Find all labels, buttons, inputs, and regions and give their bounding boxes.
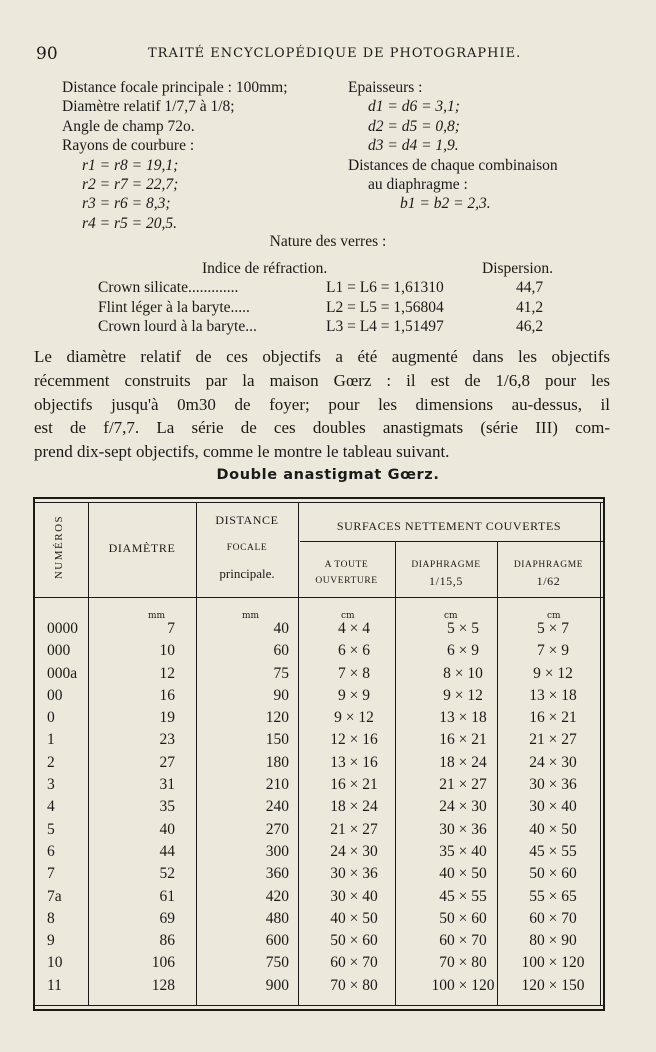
- coverage-diaphragm-1: 35 × 40: [439, 842, 487, 860]
- unit-label: cm: [444, 611, 458, 621]
- table-row: [33, 665, 605, 687]
- spec-line: r4 = r5 = 20,5.: [82, 214, 177, 232]
- table-row: [33, 977, 605, 999]
- glass-dispersion: 46,2: [516, 318, 544, 336]
- lens-number: 0000: [47, 620, 78, 637]
- glass-header-row: [98, 259, 578, 278]
- coverage-diaphragm-2: 100 × 120: [521, 954, 585, 972]
- unit-label: cm: [547, 611, 561, 621]
- coverage-full-aperture: 24 × 30: [330, 842, 378, 860]
- table-row: [33, 731, 605, 753]
- index-header: Indice de réfraction.: [202, 260, 328, 277]
- lens-number: 11: [47, 976, 62, 994]
- spec-line: d3 = d4 = 1,9.: [368, 137, 459, 155]
- glass-formula: L2 = L5 = 1,56804: [326, 298, 444, 316]
- glass-table: [98, 259, 578, 337]
- spec-line: Distance focale principale : 100mm;: [62, 79, 288, 96]
- lens-focal-length: 40: [273, 620, 289, 637]
- glass-row: [98, 317, 578, 336]
- header-principale: principale.: [219, 566, 275, 581]
- coverage-diaphragm-2: 45 × 55: [529, 842, 577, 860]
- lens-number: 4: [47, 798, 55, 816]
- table-row: [33, 932, 605, 954]
- paragraph-line: prend dix-sept objectifs, comme le montre le tableau suivant.: [34, 442, 450, 462]
- coverage-diaphragm-2: 7 × 9: [537, 642, 569, 660]
- lens-number: 0: [47, 709, 55, 727]
- lens-diameter: 61: [159, 887, 175, 905]
- lens-number: 2: [47, 753, 55, 771]
- coverage-full-aperture: 50 × 60: [330, 932, 378, 950]
- lens-focal-length: 60: [273, 642, 289, 660]
- coverage-full-aperture: 6 × 6: [338, 642, 370, 660]
- coverage-diaphragm-2: 5 × 7: [537, 620, 569, 637]
- paragraph-line: est de f/7,7. La série de ces doubles anastigmats (série III) com-: [34, 418, 610, 438]
- lens-focal-length: 300: [265, 842, 289, 860]
- coverage-diaphragm-1: 8 × 10: [443, 664, 483, 682]
- lens-focal-length: 240: [265, 798, 289, 816]
- header-surfaces: SURFACES NETTEMENT COUVERTES: [336, 519, 562, 533]
- lens-focal-length: 600: [265, 932, 289, 950]
- paragraph-line: objectifs jusqu'à 0m30 de foyer; pour les dimensions au-dessus, il: [34, 394, 610, 414]
- header-diaphragme-2-value: 1/62: [536, 574, 561, 588]
- header-ouverture: OUVERTURE: [315, 576, 378, 586]
- coverage-diaphragm-1: 16 × 21: [439, 731, 487, 749]
- lens-focal-length: 900: [265, 976, 289, 994]
- spec-line: r3 = r6 = 8,3;: [82, 195, 171, 213]
- lens-focal-length: 120: [265, 709, 289, 727]
- coverage-diaphragm-2: 30 × 36: [529, 776, 577, 794]
- lens-diameter: 23: [159, 731, 175, 749]
- glass-row: [98, 298, 578, 317]
- unit-label: cm: [341, 611, 355, 621]
- coverage-diaphragm-1: 6 × 9: [447, 642, 479, 660]
- glass-name: Crown silicate.............: [98, 279, 239, 297]
- table-row: [33, 620, 605, 642]
- lens-focal-length: 75: [273, 664, 289, 682]
- body-paragraph: [34, 345, 610, 464]
- coverage-diaphragm-2: 24 × 30: [529, 753, 577, 771]
- lens-number: 00: [47, 686, 63, 704]
- coverage-diaphragm-2: 120 × 150: [521, 976, 585, 994]
- lens-diameter: 10: [159, 642, 175, 660]
- glass-row: [98, 278, 578, 297]
- glass-formula: L1 = L6 = 1,61310: [326, 279, 444, 297]
- coverage-full-aperture: 9 × 9: [338, 686, 370, 704]
- spec-line: Diamètre relatif 1/7,7 à 1/8;: [62, 98, 235, 116]
- lens-number: 8: [47, 909, 55, 927]
- coverage-full-aperture: 16 × 21: [330, 776, 378, 794]
- header-toute: A TOUTE: [324, 560, 369, 570]
- table-row: [33, 954, 605, 976]
- spec-line: d2 = d5 = 0,8;: [368, 117, 460, 135]
- coverage-full-aperture: 70 × 80: [330, 976, 378, 994]
- coverage-diaphragm-1: 50 × 60: [439, 909, 487, 927]
- lens-focal-length: 90: [273, 686, 289, 704]
- lens-diameter: 106: [151, 954, 175, 972]
- coverage-diaphragm-2: 50 × 60: [529, 865, 577, 883]
- lens-diameter: 16: [159, 686, 175, 704]
- lens-diameter: 31: [159, 776, 175, 794]
- coverage-full-aperture: 13 × 16: [330, 753, 378, 771]
- lens-focal-length: 480: [265, 909, 289, 927]
- coverage-diaphragm-2: 30 × 40: [529, 798, 577, 816]
- glass-name: Crown lourd à la baryte...: [98, 318, 257, 336]
- coverage-full-aperture: 4 × 4: [338, 620, 370, 637]
- lens-focal-length: 210: [265, 776, 289, 794]
- spec-line: d1 = d6 = 3,1;: [368, 98, 460, 116]
- surfaces-rule: [300, 541, 603, 542]
- coverage-diaphragm-1: 24 × 30: [439, 798, 487, 816]
- header-focale: FOCALE: [226, 543, 268, 553]
- coverage-diaphragm-1: 70 × 80: [439, 954, 487, 972]
- header-diaphragme-1-value: 1/15,5: [429, 574, 463, 588]
- spec-line: r2 = r7 = 22,7;: [82, 176, 179, 194]
- lens-number: 000: [47, 642, 71, 660]
- coverage-diaphragm-1: 60 × 70: [439, 932, 487, 950]
- spec-line: Epaisseurs :: [348, 79, 423, 96]
- coverage-full-aperture: 12 × 16: [330, 731, 378, 749]
- coverage-full-aperture: 7 × 8: [338, 664, 370, 682]
- coverage-diaphragm-2: 55 × 65: [529, 887, 577, 905]
- lens-focal-length: 270: [265, 820, 289, 838]
- dispersion-header: Dispersion.: [482, 260, 554, 277]
- table-top-inner-rule: [33, 502, 605, 503]
- table-bottom-inner-rule: [33, 1005, 605, 1006]
- table-row: [33, 687, 605, 709]
- specs-right-column: [348, 78, 628, 214]
- spec-line: au diaphragme :: [368, 176, 468, 194]
- table-caption: Double anastigmat Gœrz.: [216, 467, 440, 483]
- glass-dispersion: 44,7: [516, 279, 544, 297]
- glass-name: Flint léger à la baryte.....: [98, 298, 250, 316]
- table-row: [33, 776, 605, 798]
- coverage-diaphragm-1: 45 × 55: [439, 887, 487, 905]
- lens-focal-length: 150: [265, 731, 289, 749]
- coverage-diaphragm-1: 5 × 5: [447, 620, 479, 637]
- header-distance: DISTANCE: [215, 513, 279, 527]
- coverage-diaphragm-2: 13 × 18: [529, 686, 577, 704]
- paragraph-line: récemment construits par la maison Gœrz : il est de 1/6,8 pour les: [34, 370, 610, 390]
- lens-focal-length: 180: [265, 753, 289, 771]
- lens-number: 3: [47, 776, 55, 794]
- lens-diameter: 86: [159, 932, 175, 950]
- lens-number: 1: [47, 731, 55, 749]
- glass-dispersion: 41,2: [516, 298, 544, 316]
- coverage-diaphragm-1: 9 × 12: [443, 686, 483, 704]
- coverage-diaphragm-1: 30 × 36: [439, 820, 487, 838]
- coverage-diaphragm-1: 18 × 24: [439, 753, 487, 771]
- coverage-diaphragm-2: 9 × 12: [533, 664, 573, 682]
- spec-line: r1 = r8 = 19,1;: [82, 156, 179, 174]
- glass-section-title: Nature des verres :: [269, 233, 387, 250]
- coverage-full-aperture: 30 × 36: [330, 865, 378, 883]
- lens-focal-length: 420: [265, 887, 289, 905]
- coverage-diaphragm-2: 40 × 50: [529, 820, 577, 838]
- lens-number: 000a: [47, 664, 78, 682]
- lens-diameter: 12: [159, 664, 175, 682]
- table-row: [33, 910, 605, 932]
- coverage-full-aperture: 30 × 40: [330, 887, 378, 905]
- lens-number: 10: [47, 954, 63, 972]
- table-row: [33, 642, 605, 664]
- spec-line: Rayons de courbure :: [62, 137, 195, 155]
- lens-diameter: 7: [167, 620, 175, 637]
- coverage-diaphragm-2: 60 × 70: [529, 909, 577, 927]
- lens-diameter: 40: [159, 820, 175, 838]
- coverage-full-aperture: 40 × 50: [330, 909, 378, 927]
- lens-diameter: 27: [159, 753, 175, 771]
- lens-focal-length: 360: [265, 865, 289, 883]
- coverage-diaphragm-2: 21 × 27: [529, 731, 577, 749]
- coverage-diaphragm-1: 21 × 27: [439, 776, 487, 794]
- table-row: [33, 709, 605, 731]
- coverage-full-aperture: 60 × 70: [330, 954, 378, 972]
- coverage-diaphragm-1: 40 × 50: [439, 865, 487, 883]
- table-row: [33, 888, 605, 910]
- coverage-diaphragm-1: 13 × 18: [439, 709, 487, 727]
- lens-number: 6: [47, 842, 55, 860]
- table-row: [33, 865, 605, 887]
- header-numeros: NUMÉROS: [53, 514, 65, 580]
- coverage-diaphragm-2: 80 × 90: [529, 932, 577, 950]
- lens-diameter: 44: [159, 842, 175, 860]
- page-number: 90: [36, 44, 58, 64]
- paragraph-line: Le diamètre relatif de ces objectifs a été augmenté dans les objectifs: [34, 347, 610, 366]
- lens-number: 5: [47, 820, 55, 838]
- lens-diameter: 128: [151, 976, 175, 994]
- header-diaphragme-1: DIAPHRAGME: [411, 560, 481, 570]
- coverage-diaphragm-2: 16 × 21: [529, 709, 577, 727]
- lens-number: 7: [47, 865, 55, 883]
- lens-diameter: 52: [159, 865, 175, 883]
- table-row: [33, 821, 605, 843]
- lens-diameter: 69: [159, 909, 175, 927]
- spec-line: b1 = b2 = 2,3.: [400, 195, 491, 213]
- table-row: [33, 843, 605, 865]
- glass-formula: L3 = L4 = 1,51497: [326, 318, 444, 336]
- unit-label: mm: [242, 611, 260, 621]
- table-row: [33, 754, 605, 776]
- spec-line: Angle de champ 72o.: [62, 117, 195, 135]
- coverage-full-aperture: 9 × 12: [334, 709, 374, 727]
- coverage-diaphragm-1: 100 × 120: [431, 976, 495, 994]
- coverage-full-aperture: 21 × 27: [330, 820, 378, 838]
- table-body: [33, 620, 605, 999]
- lens-focal-length: 750: [265, 954, 289, 972]
- table-header-rule: [33, 597, 605, 598]
- unit-label: mm: [148, 611, 166, 621]
- lens-diameter: 35: [159, 798, 175, 816]
- coverage-full-aperture: 18 × 24: [330, 798, 378, 816]
- lens-number: 9: [47, 932, 55, 950]
- spec-line: Distances de chaque combinaison: [348, 156, 558, 174]
- table-row: [33, 798, 605, 820]
- running-title: TRAITÉ ENCYCLOPÉDIQUE DE PHOTOGRAPHIE.: [148, 46, 522, 61]
- page-header: [36, 44, 626, 64]
- specs-left-column: [62, 78, 362, 233]
- header-diametre: DIAMÈTRE: [108, 541, 176, 555]
- lens-diameter: 19: [159, 709, 175, 727]
- header-diaphragme-2: DIAPHRAGME: [513, 560, 584, 570]
- lens-number: 7a: [47, 887, 62, 905]
